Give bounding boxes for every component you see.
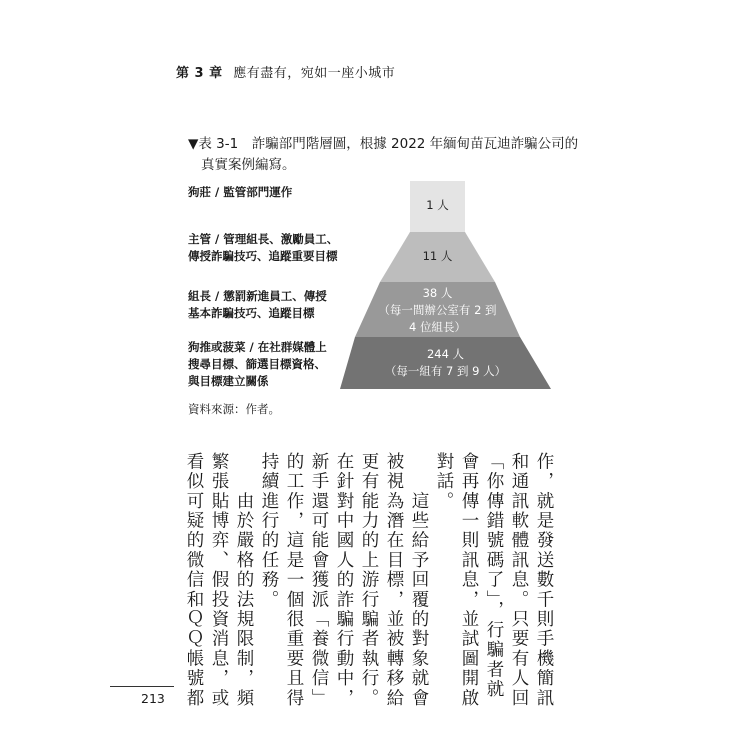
running-head	[176, 62, 395, 81]
text-column: 在針對中國人的詐騙行動中，	[334, 452, 354, 709]
chapter-title: 應有盡有，宛如一座小城市	[233, 66, 396, 81]
figure-caption	[188, 134, 579, 176]
tier-count-team-leader: 38 人 （每一間辦公室有 2 到 4 位組長）	[378, 286, 497, 334]
tier-label-line: 基本詐騙技巧、追蹤目標	[188, 306, 315, 320]
tier-label-worker	[188, 339, 327, 390]
tier-label-line: 傳授詐騙技巧、追蹤重要目標	[188, 249, 338, 263]
caption-line-1: ▼表 3-1 詐騙部門階層圖，根據 2022 年緬甸苗瓦迪詐騙公司的	[188, 136, 579, 152]
text-column: 新手還可能會獲派「養微信」	[309, 452, 329, 709]
tier-label-line: 組長 / 懲罰新進員工、傳授	[188, 289, 327, 303]
text-column: 和通訊軟體訊息。只要有人回	[509, 452, 529, 709]
folio-rule	[110, 686, 174, 687]
hierarchy-pyramid	[340, 181, 552, 389]
text-column: 「你傳錯號碼了」，行騙者就	[484, 452, 504, 700]
page-number: 213	[141, 691, 165, 706]
caption-line-2: 真實案例編寫。	[201, 157, 296, 173]
tier-label-boss	[188, 184, 292, 201]
vertical-body-text	[184, 452, 554, 709]
text-column: 的工作，這是一個很重要且得	[284, 452, 304, 709]
chapter-number: 第 3 章	[176, 66, 223, 81]
tier-label-team-leader	[188, 288, 327, 322]
tier-label-manager	[188, 231, 338, 265]
tier-count-worker: 244 人 （每一組有 7 到 9 人）	[384, 347, 507, 378]
text-column: 對話。	[434, 452, 454, 512]
text-column: 由於嚴格的法規限制，頻	[234, 452, 254, 709]
tier-label-line: 狗莊 / 監管部門運作	[188, 185, 293, 199]
text-column: 被視為潛在目標，並被轉移給	[384, 452, 404, 709]
text-column: 看似可疑的微信和ＱＱ帳號都	[184, 452, 204, 709]
figure-source: 資料來源：作者。	[188, 402, 280, 416]
tier-label-line: 與目標建立關係	[188, 374, 269, 388]
tier-label-line: 主管 / 管理組長、激勵員工、	[188, 232, 339, 246]
tier-count-boss: 1 人	[426, 198, 449, 212]
text-column: 更有能力的上游行騙者執行。	[359, 452, 379, 709]
text-column: 持續進行的任務。	[259, 452, 279, 610]
text-column: 這些給予回覆的對象就會	[409, 452, 429, 709]
tier-count-manager: 11 人	[422, 249, 453, 263]
text-column: 繁張貼博弈、假投資消息，或	[209, 452, 229, 709]
text-column: 作，就是發送數千則手機簡訊	[534, 452, 554, 709]
tier-label-line: 狗推或菠菜 / 在社群媒體上	[188, 340, 327, 354]
text-column: 會再傳一則訊息，並試圖開啟	[459, 452, 479, 709]
tier-label-line: 搜尋目標、篩選目標資格、	[188, 357, 326, 371]
